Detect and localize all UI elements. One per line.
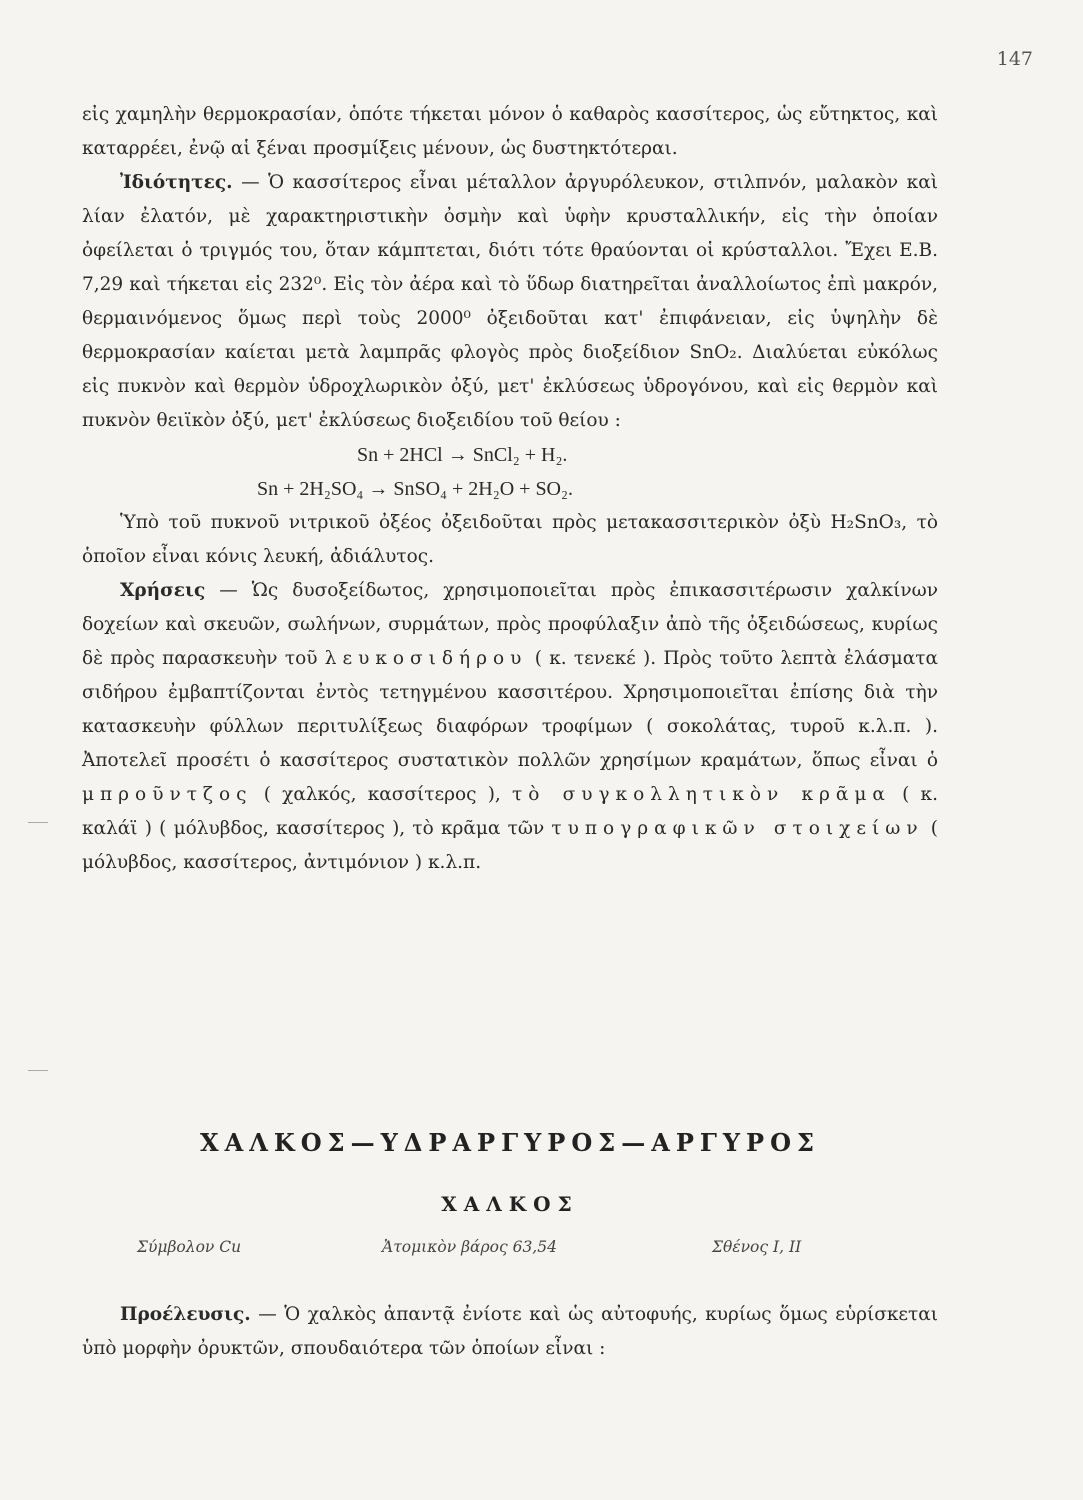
spaced-term: τὸ συγκολλητικὸν κρᾶμα [512, 784, 891, 805]
section-heading: ΧΑΛΚΟΣ—ΥΔΡΑΡΓΥΡΟΣ—ΑΡΓΥΡΟΣ [200, 1128, 820, 1157]
margin-mark [28, 822, 48, 823]
origin-title: Προέλευσις. [120, 1304, 251, 1325]
main-text [82, 98, 938, 880]
properties-text: — Ὁ κασσίτερος εἶναι μέταλλον ἀργυρόλευκον, στιλπνόν, μαλακὸν καὶ λίαν ἐλατόν, μὲ χαρακτηριστικὴν ὀσμὴν καὶ ὑφὴν κρυσταλλικήν, εἰς τὴν ὁποίαν ὀφείλεται ὁ τριγμός του, ὅταν κάμπτεται, διότι τότε θραύονται οἱ κρύσταλλοι. Ἔχει Ε.Β. 7,29 καὶ τήκεται εἰς 232⁰. Εἰς τὸν ἀέρα καὶ τὸ ὕδωρ διατηρεῖται ἀναλλοίωτος ἐπὶ μακρόν, θερμαινόμενος ὅμως περὶ τοὺς 2000⁰ ὀξειδοῦται κατ' ἐπιφάνειαν, εἰς ὑψηλὴν δὲ θερμοκρασίαν καίεται μετὰ λαμπρᾶς φλογὸς πρὸς διοξείδιον SnO₂. Διαλύεται εὐκόλως εἰς πυκνὸν καὶ θερμὸν ὑδροχλωρικὸν ὀξύ, μετ' ἐκλύσεως ὑδρογόνου, καὶ εἰς θερμὸν καὶ πυκνὸν θειϊκὸν ὀξύ, μετ' ἐκλύσεως διοξειδίου τοῦ θείου : [82, 172, 938, 431]
margin-mark [28, 1070, 48, 1071]
atomic-weight: Ἀτομικὸν βάρος 63,54 [382, 1238, 557, 1256]
nitric-paragraph: Ὑπὸ τοῦ πυκνοῦ νιτρικοῦ ὀξέος ὀξειδοῦται πρὸς μετακασσιτερικὸν ὀξὺ H₂SnO₃, τὸ ὁποῖον εἶναι κόνις λευκή, ἀδιάλυτος. [82, 512, 938, 567]
page-number: 147 [996, 48, 1033, 70]
uses-title: Χρήσεις [120, 580, 206, 601]
properties-title: Ἰδιότητες. [120, 172, 233, 193]
spaced-term: μπροῦντζος [82, 784, 253, 805]
uses-text: ( κ. τενεκέ ). Πρὸς τοῦτο λεπτὰ ἐλάσματα σιδήρου ἐμβαπτίζονται ἐντὸς τετηγμένου κασσιτέρου. Χρησιμοποιεῖται ἐπίσης διὰ τὴν κατασκευὴν φύλλων περιτυλίξεως διαφόρων τροφίμων ( σοκολάτας, τυροῦ κ.λ.π. ). Ἀποτελεῖ προσέτι ὁ κασσίτερος συστατικὸν πολλῶν χρησίμων κραμάτων, ὅπως εἶναι ὁ [82, 648, 938, 771]
spaced-term: λευκοσιδήρου [324, 648, 528, 669]
uses-paragraph [82, 574, 938, 880]
origin-section [82, 1298, 938, 1366]
uses-text: ( κ. καλάϊ ) ( μόλυβδος, κασσίτερος ), τὸ κρᾶμα τῶν [82, 784, 939, 839]
uses-text: ( χαλκός, κασσίτερος ), [263, 784, 501, 805]
equation: Sn + 2H₂SO₄ → SnSO₄ + 2H₂O + SO₂. [257, 478, 573, 500]
properties-paragraph [82, 166, 938, 438]
equation: Sn + 2HCl → SnCl₂ + H₂. [357, 444, 568, 466]
origin-paragraph [82, 1298, 938, 1366]
spaced-term: τυπογραφικῶν στοιχείων [551, 818, 924, 839]
valence: Σθένος I, II [712, 1238, 802, 1256]
origin-text: — Ὁ χαλκὸς ἀπαντᾷ ἐνίοτε καὶ ὡς αὐτοφυής, κυρίως ὅμως εὑρίσκεται ὑπὸ μορφὴν ὀρυκτῶν, σπουδαιότερα τῶν ὁποίων εἶναι : [82, 1304, 938, 1359]
symbol: Σύμβολον Cu [137, 1238, 242, 1256]
uses-text: — Ὡς δυσοξείδωτος, χρησιμοποιεῖται πρὸς ἐπικασσιτέρωσιν χαλκίνων δοχείων καὶ σκευῶν, σωλήνων, συρμάτων, πρὸς προφύλαξιν ἀπὸ τῆς ὀξειδώσεως, κυρίως δὲ πρὸς παρασκευὴν τοῦ [82, 580, 938, 669]
subheading: ΧΑΛΚΟΣ [441, 1192, 579, 1216]
uses-text: ( μόλυβδος, κασσίτερος, ἀντιμόνιον ) κ.λ.π. [82, 818, 939, 873]
paragraph-continuation: εἰς χαμηλὴν θερμοκρασίαν, ὁπότε τήκεται μόνον ὁ καθαρὸς κασσίτερος, ὡς εὔτηκτος, καὶ καταρρέει, ἐνῷ αἱ ξέναι προσμίξεις μένουν, ὡς δυστηκτότεραι. [82, 104, 938, 159]
